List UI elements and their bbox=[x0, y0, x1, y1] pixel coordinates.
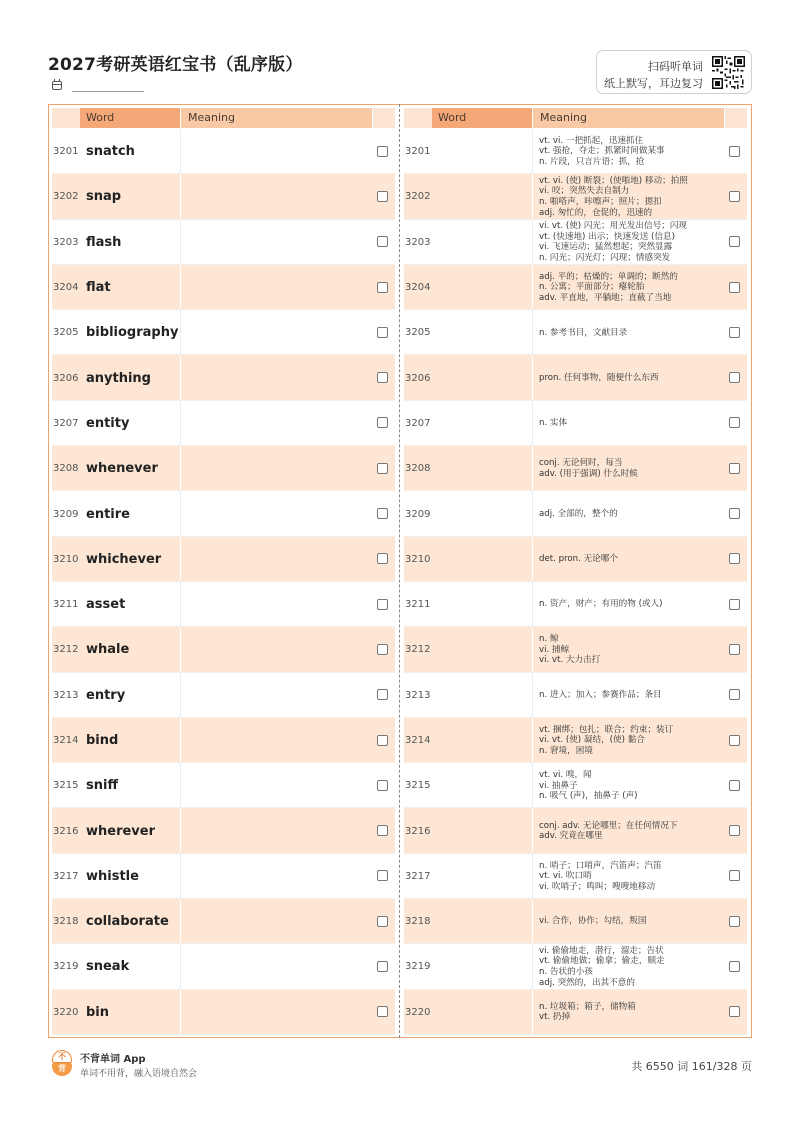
qr-code-icon[interactable] bbox=[712, 56, 745, 89]
review-checkbox[interactable] bbox=[377, 236, 388, 247]
meaning-cell bbox=[532, 174, 724, 219]
meaning-line: conj. adv. 无论哪里；在任何情况下 bbox=[539, 820, 678, 831]
review-checkbox[interactable] bbox=[377, 644, 388, 655]
meaning-cell bbox=[532, 446, 724, 491]
meaning-line: adv. (用于强调) 什么时候 bbox=[539, 468, 638, 479]
meaning-line: vi. 捕鲸 bbox=[539, 644, 570, 655]
meaning-blank-cell bbox=[180, 627, 372, 672]
table-row bbox=[52, 446, 395, 491]
row-number: 3213 bbox=[405, 689, 431, 701]
word-cell: sniff bbox=[86, 778, 118, 794]
table-row bbox=[52, 899, 395, 944]
word-panel-header bbox=[52, 108, 395, 128]
meaning-line: vi. vt. (使) 闪光；用光发出信号；闪现 bbox=[539, 221, 688, 232]
meaning-cell bbox=[532, 310, 724, 355]
meaning-line: n. 告状的小孩 bbox=[539, 966, 593, 977]
row-number: 3206 bbox=[53, 372, 79, 384]
app-slogan: 单词不用背，融入语境自然会 bbox=[80, 1069, 198, 1079]
row-number: 3201 bbox=[53, 146, 79, 158]
meaning-line: n. 片段，只言片语；抓，抢 bbox=[539, 156, 645, 167]
row-number: 3204 bbox=[405, 282, 431, 294]
table-row bbox=[52, 174, 395, 219]
word-blank-cell bbox=[432, 673, 532, 718]
word-cell: anything bbox=[86, 370, 151, 386]
review-checkbox[interactable] bbox=[729, 146, 740, 157]
meaning-line: vi. 咬；突然失去自制力 bbox=[539, 186, 630, 197]
meaning-line: vt. vi. 嗅，闻 bbox=[539, 769, 592, 780]
app-name: 不背单词 App bbox=[80, 1054, 146, 1065]
review-checkbox[interactable] bbox=[729, 689, 740, 700]
meaning-line: adj. 全部的，整个的 bbox=[539, 508, 618, 519]
word-blank-cell bbox=[432, 174, 532, 219]
review-checkbox[interactable] bbox=[377, 599, 388, 610]
table-row bbox=[404, 582, 747, 627]
word-blank-cell bbox=[432, 718, 532, 763]
header-check-cell bbox=[373, 108, 395, 128]
meaning-line: vt. vi. (使) 断裂；(使啪地) 移动；拍照 bbox=[539, 175, 688, 186]
meaning-line: n. 吸气 (声)，抽鼻子 (声) bbox=[539, 791, 638, 802]
meaning-blank-cell bbox=[180, 310, 372, 355]
word-cell: bind bbox=[86, 733, 119, 748]
review-checkbox[interactable] bbox=[377, 870, 388, 881]
row-number: 3211 bbox=[405, 599, 431, 611]
page-info: 共 6550 词 161/328 页 bbox=[631, 1060, 752, 1073]
row-number: 3205 bbox=[53, 327, 79, 339]
review-checkbox[interactable] bbox=[729, 236, 740, 247]
meaning-cell bbox=[532, 673, 724, 718]
date-blank-line bbox=[72, 91, 144, 92]
meaning-line: vi. 吹哨子；鸣叫；嗖嗖地移动 bbox=[539, 881, 656, 892]
table-row bbox=[404, 401, 747, 446]
meaning-cell bbox=[532, 854, 724, 899]
meaning-blank-cell bbox=[180, 537, 372, 582]
row-number: 3214 bbox=[53, 735, 79, 746]
word-cell: bin bbox=[86, 1004, 110, 1020]
review-checkbox[interactable] bbox=[377, 780, 388, 791]
meaning-cell bbox=[532, 718, 724, 763]
meaning-blank-cell bbox=[180, 491, 372, 536]
review-checkbox[interactable] bbox=[377, 463, 388, 474]
table-row bbox=[404, 627, 747, 672]
meaning-line: vt. 强抢，夺走；抓紧时间做某事 bbox=[539, 146, 665, 157]
table-row bbox=[404, 174, 747, 219]
table-row bbox=[404, 537, 747, 582]
meaning-cell bbox=[532, 537, 724, 582]
table-row bbox=[52, 990, 395, 1035]
meaning-line: vi. vt. 大力击打 bbox=[539, 655, 601, 666]
review-checkbox[interactable] bbox=[377, 553, 388, 564]
review-checkbox[interactable] bbox=[377, 689, 388, 700]
meaning-cell bbox=[532, 763, 724, 808]
meaning-blank-cell bbox=[180, 808, 372, 853]
meaning-cell bbox=[532, 129, 724, 174]
row-separator bbox=[404, 1034, 747, 1035]
meaning-blank-cell bbox=[180, 899, 372, 944]
fold-divider bbox=[399, 104, 400, 1038]
table-row bbox=[52, 491, 395, 536]
meaning-line: vt. 捆绑；包扎；联合；约束；装订 bbox=[539, 724, 674, 735]
review-checkbox[interactable] bbox=[729, 780, 740, 791]
table-row bbox=[52, 129, 395, 174]
word-cell: wherever bbox=[86, 823, 156, 839]
header-meaning: Meaning bbox=[180, 108, 372, 128]
meaning-line: adv. 平直地，平躺地；直截了当地 bbox=[539, 292, 672, 303]
meaning-cell bbox=[532, 808, 724, 853]
review-checkbox[interactable] bbox=[729, 327, 740, 338]
word-cell: whistle bbox=[86, 868, 139, 884]
table-row bbox=[404, 899, 747, 944]
meaning-line: conj. 无论何时，每当 bbox=[539, 458, 623, 469]
meaning-line: adj. 突然的，出其不意的 bbox=[539, 977, 635, 988]
word-cell: collaborate bbox=[86, 914, 169, 930]
word-blank-cell bbox=[432, 582, 532, 627]
meaning-line: n. 资产，财产；有用的物 (或人) bbox=[539, 599, 663, 610]
table-row bbox=[404, 129, 747, 174]
row-number: 3210 bbox=[53, 553, 79, 565]
meaning-blank-cell bbox=[180, 582, 372, 627]
word-blank-cell bbox=[432, 899, 532, 944]
table-row bbox=[52, 718, 395, 763]
table-row bbox=[52, 763, 395, 808]
table-row bbox=[52, 355, 395, 400]
word-blank-cell bbox=[432, 446, 532, 491]
review-checkbox[interactable] bbox=[729, 372, 740, 383]
meaning-line: n. 鲸 bbox=[539, 634, 559, 645]
row-number: 3214 bbox=[405, 735, 431, 746]
header-word: Word bbox=[432, 108, 532, 128]
header-meaning: Meaning bbox=[532, 108, 724, 128]
meaning-cell bbox=[532, 265, 724, 310]
review-checkbox[interactable] bbox=[729, 825, 740, 836]
table-row bbox=[404, 808, 747, 853]
table-row bbox=[52, 265, 395, 310]
review-checkbox[interactable] bbox=[377, 961, 388, 972]
table-row bbox=[404, 854, 747, 899]
logo-top-glyph: 不 bbox=[52, 1050, 72, 1063]
meaning-line: adj. 平的；枯燥的；单调的；断然的 bbox=[539, 271, 678, 282]
row-number: 3218 bbox=[405, 916, 431, 928]
meaning-cell bbox=[532, 220, 724, 265]
row-number: 3215 bbox=[405, 780, 431, 792]
calendar-icon bbox=[52, 81, 62, 90]
meaning-line: vi. 偷偷地走，潜行，溜走；告状 bbox=[539, 945, 664, 956]
table-row bbox=[52, 537, 395, 582]
table-row bbox=[52, 673, 395, 718]
meaning-blank-cell bbox=[180, 718, 372, 763]
meaning-line: n. 进入；加入；参赛作品；条目 bbox=[539, 689, 662, 700]
meaning-cell bbox=[532, 944, 724, 989]
table-row bbox=[404, 355, 747, 400]
meaning-cell bbox=[532, 401, 724, 446]
meaning-line: adv. 究竟在哪里 bbox=[539, 831, 603, 842]
word-blank-cell bbox=[432, 355, 532, 400]
row-number: 3211 bbox=[53, 599, 79, 611]
meaning-line: vi. vt. (使) 凝结，(使) 黏合 bbox=[539, 735, 645, 746]
meaning-line: n. 窘境，困境 bbox=[539, 745, 593, 756]
word-panel bbox=[52, 108, 395, 1035]
meaning-blank-cell bbox=[180, 355, 372, 400]
table-row bbox=[52, 944, 395, 989]
meaning-line: pron. 任何事物，随便什么东西 bbox=[539, 372, 659, 383]
review-checkbox[interactable] bbox=[377, 1006, 388, 1017]
meaning-blank-cell bbox=[180, 129, 372, 174]
meaning-cell bbox=[532, 899, 724, 944]
word-list bbox=[52, 129, 395, 1035]
table-row bbox=[404, 220, 747, 265]
word-blank-cell bbox=[432, 854, 532, 899]
word-cell: whichever bbox=[86, 551, 162, 567]
word-blank-cell bbox=[432, 129, 532, 174]
review-checkbox[interactable] bbox=[729, 735, 740, 746]
row-number: 3208 bbox=[405, 463, 431, 475]
row-number: 3209 bbox=[405, 508, 431, 520]
row-number: 3217 bbox=[405, 870, 431, 882]
word-blank-cell bbox=[432, 401, 532, 446]
table-row bbox=[52, 220, 395, 265]
meaning-line: n. 实体 bbox=[539, 418, 568, 429]
word-blank-cell bbox=[432, 808, 532, 853]
qr-caption-review: 纸上默写，耳边复习 bbox=[604, 77, 703, 90]
word-cell: snap bbox=[86, 189, 122, 205]
qr-caption-listen: 扫码听单词 bbox=[648, 60, 703, 73]
review-checkbox[interactable] bbox=[729, 463, 740, 474]
meaning-blank-cell bbox=[180, 763, 372, 808]
meaning-cell bbox=[532, 990, 724, 1035]
meaning-line: n. 啪嗒声，咔嚓声；照片；摁扣 bbox=[539, 196, 662, 207]
table-row bbox=[404, 265, 747, 310]
word-blank-cell bbox=[432, 763, 532, 808]
meaning-line: n. 参考书目，文献目录 bbox=[539, 327, 628, 338]
table-row bbox=[404, 990, 747, 1035]
word-cell: asset bbox=[86, 597, 126, 613]
word-cell: entry bbox=[86, 687, 126, 703]
meaning-blank-cell bbox=[180, 854, 372, 899]
meaning-blank-cell bbox=[180, 673, 372, 718]
row-number: 3201 bbox=[405, 146, 431, 158]
table-row bbox=[404, 718, 747, 763]
row-number: 3215 bbox=[53, 780, 79, 792]
meaning-line: vt. 偷偷地做；偷拿；偷走，顺走 bbox=[539, 956, 665, 967]
review-checkbox[interactable] bbox=[729, 916, 740, 927]
review-checkbox[interactable] bbox=[377, 417, 388, 428]
qr-card[interactable] bbox=[596, 50, 752, 94]
row-number: 3220 bbox=[405, 1006, 431, 1018]
word-cell: entity bbox=[86, 415, 130, 431]
table-row bbox=[52, 808, 395, 853]
header-num-cell bbox=[52, 108, 80, 128]
review-checkbox[interactable] bbox=[377, 282, 388, 293]
table-row bbox=[52, 627, 395, 672]
word-cell: whenever bbox=[86, 461, 158, 477]
review-checkbox[interactable] bbox=[729, 644, 740, 655]
row-number: 3208 bbox=[53, 463, 79, 475]
review-checkbox[interactable] bbox=[377, 191, 388, 202]
row-number: 3204 bbox=[53, 282, 79, 294]
logo-bottom-glyph: 背 bbox=[52, 1063, 72, 1076]
row-number: 3207 bbox=[405, 417, 431, 429]
row-number: 3212 bbox=[405, 644, 431, 656]
meaning-line: vi. 合作，协作；勾结，叛国 bbox=[539, 916, 647, 927]
meaning-blank-cell bbox=[180, 944, 372, 989]
app-logo bbox=[52, 1050, 72, 1076]
meaning-blank-cell bbox=[180, 401, 372, 446]
word-blank-cell bbox=[432, 491, 532, 536]
row-number: 3202 bbox=[53, 191, 79, 203]
meaning-panel-header bbox=[404, 108, 747, 128]
meaning-blank-cell bbox=[180, 174, 372, 219]
meaning-line: vi. 飞速运动；猛然想起；突然显露 bbox=[539, 242, 673, 253]
table-row bbox=[52, 582, 395, 627]
word-blank-cell bbox=[432, 627, 532, 672]
meaning-cell bbox=[532, 582, 724, 627]
row-number: 3202 bbox=[405, 191, 431, 203]
meaning-line: adj. 匆忙的，仓促的，迅速的 bbox=[539, 207, 653, 218]
meaning-line: vi. 抽鼻子 bbox=[539, 780, 578, 791]
review-checkbox[interactable] bbox=[729, 191, 740, 202]
word-cell: bibliography bbox=[86, 325, 179, 341]
review-checkbox[interactable] bbox=[729, 553, 740, 564]
word-cell: snatch bbox=[86, 144, 135, 160]
review-checkbox[interactable] bbox=[377, 916, 388, 927]
review-checkbox[interactable] bbox=[729, 961, 740, 972]
meaning-blank-cell bbox=[180, 265, 372, 310]
review-checkbox[interactable] bbox=[377, 735, 388, 746]
row-number: 3213 bbox=[53, 689, 79, 701]
word-cell: sneak bbox=[86, 959, 130, 975]
row-separator bbox=[52, 1034, 395, 1035]
row-number: 3212 bbox=[53, 644, 79, 656]
row-number: 3206 bbox=[405, 372, 431, 384]
row-number: 3216 bbox=[405, 825, 431, 837]
review-checkbox[interactable] bbox=[729, 1006, 740, 1017]
review-checkbox[interactable] bbox=[729, 417, 740, 428]
word-cell: flat bbox=[86, 280, 111, 296]
review-checkbox[interactable] bbox=[377, 825, 388, 836]
meaning-panel bbox=[404, 108, 747, 1035]
meaning-blank-cell bbox=[180, 990, 372, 1035]
header-num-cell bbox=[404, 108, 432, 128]
table-row bbox=[404, 763, 747, 808]
meaning-cell bbox=[532, 491, 724, 536]
word-blank-cell bbox=[432, 220, 532, 265]
meaning-line: vt. vi. 一把抓起，迅速抓住 bbox=[539, 135, 644, 146]
row-number: 3209 bbox=[53, 508, 79, 520]
table-row bbox=[404, 944, 747, 989]
meaning-line: n. 公寓；平面部分；瘪轮胎 bbox=[539, 282, 645, 293]
row-number: 3210 bbox=[405, 553, 431, 565]
header-check-cell bbox=[725, 108, 747, 128]
row-number: 3219 bbox=[53, 961, 79, 973]
review-checkbox[interactable] bbox=[729, 508, 740, 519]
word-cell: entire bbox=[86, 506, 130, 522]
row-number: 3216 bbox=[53, 825, 79, 837]
table-row bbox=[404, 310, 747, 355]
meaning-line: vt. (快速地) 出示；快速发送 (信息) bbox=[539, 231, 675, 242]
meaning-line: n. 哨子；口哨声，汽笛声；汽笛 bbox=[539, 860, 662, 871]
meaning-cell bbox=[532, 355, 724, 400]
table-row bbox=[52, 854, 395, 899]
word-cell: whale bbox=[86, 642, 130, 658]
row-number: 3203 bbox=[53, 236, 79, 248]
row-number: 3218 bbox=[53, 916, 79, 928]
row-number: 3217 bbox=[53, 870, 79, 882]
review-checkbox[interactable] bbox=[377, 327, 388, 338]
review-checkbox[interactable] bbox=[377, 372, 388, 383]
meaning-line: vt. vi. 吹口哨 bbox=[539, 871, 592, 882]
table-row bbox=[404, 673, 747, 718]
meaning-blank-cell bbox=[180, 446, 372, 491]
meaning-line: det. pron. 无论哪个 bbox=[539, 554, 618, 565]
meaning-blank-cell bbox=[180, 220, 372, 265]
word-blank-cell bbox=[432, 310, 532, 355]
word-blank-cell bbox=[432, 990, 532, 1035]
row-number: 3219 bbox=[405, 961, 431, 973]
word-blank-cell bbox=[432, 944, 532, 989]
word-blank-cell bbox=[432, 265, 532, 310]
header-word: Word bbox=[80, 108, 180, 128]
review-checkbox[interactable] bbox=[729, 870, 740, 881]
meaning-list bbox=[404, 129, 747, 1035]
review-checkbox[interactable] bbox=[729, 282, 740, 293]
table-row bbox=[52, 310, 395, 355]
review-checkbox[interactable] bbox=[377, 508, 388, 519]
word-cell: flash bbox=[86, 234, 122, 250]
row-number: 3203 bbox=[405, 236, 431, 248]
meaning-cell bbox=[532, 627, 724, 672]
table-row bbox=[52, 401, 395, 446]
row-number: 3220 bbox=[53, 1006, 79, 1018]
table-row bbox=[404, 491, 747, 536]
page-title: 2027考研英语红宝书（乱序版） bbox=[48, 55, 303, 75]
review-checkbox[interactable] bbox=[729, 599, 740, 610]
meaning-line: n. 闪光；闪光灯；闪现；情感突发 bbox=[539, 252, 671, 263]
word-blank-cell bbox=[432, 537, 532, 582]
review-checkbox[interactable] bbox=[377, 146, 388, 157]
table-row bbox=[404, 446, 747, 491]
meaning-line: vt. 扔掉 bbox=[539, 1012, 571, 1023]
row-number: 3207 bbox=[53, 417, 79, 429]
meaning-line: n. 垃圾箱；箱子，储物箱 bbox=[539, 1001, 636, 1012]
row-number: 3205 bbox=[405, 327, 431, 339]
